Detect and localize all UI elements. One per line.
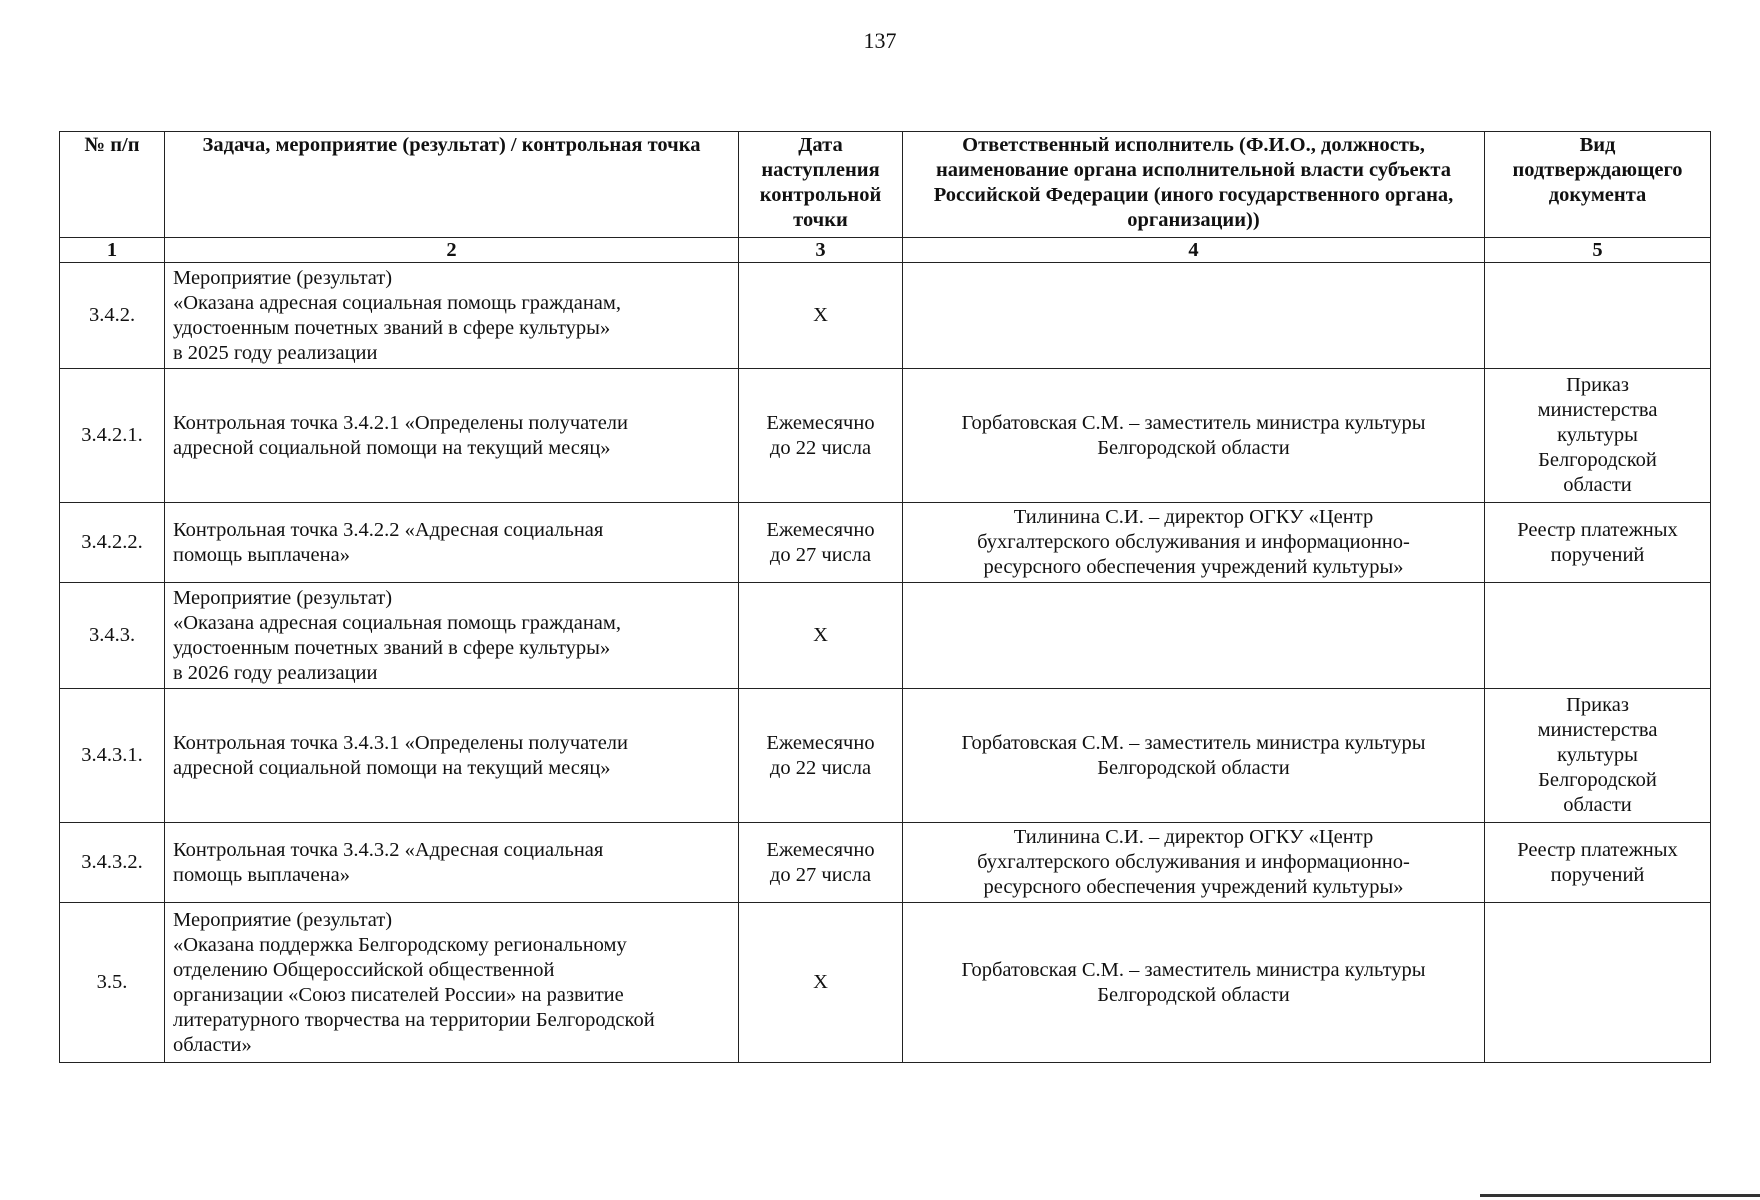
text-line: Ежемесячно bbox=[766, 411, 875, 434]
text-line: Тилинина С.И. – директор ОГКУ «Центр bbox=[1013, 826, 1374, 848]
table-row bbox=[60, 583, 1711, 689]
responsible-cell bbox=[903, 823, 1485, 903]
responsible-cell bbox=[903, 369, 1485, 503]
task-cell bbox=[165, 823, 739, 903]
row-number-cell: 3.4.2. bbox=[60, 263, 165, 369]
column-number: 5 bbox=[1485, 238, 1711, 263]
text-line: поручений bbox=[1550, 863, 1645, 886]
responsible-cell bbox=[903, 903, 1485, 1063]
text-line: Реестр платежных bbox=[1517, 838, 1678, 861]
text-line: Ежемесячно bbox=[766, 518, 875, 541]
responsible-cell bbox=[903, 503, 1485, 583]
text-line: поручений bbox=[1550, 543, 1645, 566]
date-cell bbox=[739, 689, 903, 823]
text-line: Приказ bbox=[1566, 694, 1629, 716]
text-line: до 22 числа bbox=[769, 756, 872, 779]
text-line: культуры bbox=[1557, 424, 1638, 446]
text-line: удостоенным почетных званий в сфере культуры» bbox=[173, 316, 611, 339]
table-row bbox=[60, 369, 1711, 503]
text-line: области bbox=[1563, 794, 1632, 816]
column-number: 2 bbox=[165, 238, 739, 263]
text-line: Контрольная точка 3.4.3.2 «Адресная социальная bbox=[173, 838, 604, 861]
text-line: Приказ bbox=[1566, 374, 1629, 396]
text-line: министерства bbox=[1537, 399, 1658, 421]
table-row bbox=[60, 263, 1711, 369]
text-line: отделению Общероссийской общественной bbox=[173, 958, 555, 981]
text-line: культуры bbox=[1557, 744, 1638, 766]
header-document: Вид подтверждающего документа bbox=[1485, 132, 1711, 238]
text-line: бухгалтерского обслуживания и информационно- bbox=[977, 851, 1410, 873]
text-line: ресурсного обеспечения учреждений культуры» bbox=[983, 556, 1404, 578]
text-line: Реестр платежных bbox=[1517, 518, 1678, 541]
text-line: бухгалтерского обслуживания и информационно- bbox=[977, 531, 1410, 553]
table-header-row bbox=[60, 132, 1711, 238]
table-row bbox=[60, 823, 1711, 903]
text-line: области bbox=[1563, 474, 1632, 496]
text-line: Белгородской bbox=[1538, 769, 1657, 791]
text-line: ресурсного обеспечения учреждений культуры» bbox=[983, 876, 1404, 898]
row-number-cell: 3.4.3.1. bbox=[60, 689, 165, 823]
text-line: Ежемесячно bbox=[766, 731, 875, 754]
header-date: Дата наступления контрольной точки bbox=[739, 132, 903, 238]
date-cell bbox=[739, 503, 903, 583]
scan-artifact-line bbox=[1480, 1194, 1760, 1197]
text-line: Горбатовская С.М. – заместитель министра культуры bbox=[961, 411, 1426, 434]
text-line: до 27 числа bbox=[769, 543, 872, 566]
responsible-cell bbox=[903, 263, 1485, 369]
task-cell bbox=[165, 503, 739, 583]
document-cell bbox=[1485, 263, 1711, 369]
document-cell bbox=[1485, 823, 1711, 903]
text-line: Ежемесячно bbox=[766, 838, 875, 861]
text-line: Контрольная точка 3.4.2.2 «Адресная социальная bbox=[173, 518, 604, 541]
text-line: области» bbox=[173, 1033, 252, 1056]
task-cell bbox=[165, 263, 739, 369]
date-cell bbox=[739, 823, 903, 903]
column-number: 3 bbox=[739, 238, 903, 263]
table-row bbox=[60, 689, 1711, 823]
text-line: Горбатовская С.М. – заместитель министра культуры bbox=[961, 958, 1426, 981]
text-line: в 2026 году реализации bbox=[173, 661, 378, 684]
text-line: «Оказана адресная социальная помощь гражданам, bbox=[173, 291, 622, 314]
header-responsible: Ответственный исполнитель (Ф.И.О., должность, наименование органа исполнительной власти субъекта Российской Федерации (иного государственного органа, организации)) bbox=[903, 132, 1485, 238]
text-line: Горбатовская С.М. – заместитель министра культуры bbox=[961, 731, 1426, 754]
text-line: X bbox=[813, 304, 828, 326]
task-cell bbox=[165, 903, 739, 1063]
text-line: литературного творчества на территории Белгородской bbox=[173, 1008, 655, 1031]
date-cell bbox=[739, 903, 903, 1063]
text-line: министерства bbox=[1537, 719, 1658, 741]
row-number-cell: 3.4.2.2. bbox=[60, 503, 165, 583]
text-line: X bbox=[813, 971, 828, 993]
text-line: Белгородской области bbox=[1097, 436, 1290, 459]
text-line: помощь выплачена» bbox=[173, 543, 350, 566]
column-number-row bbox=[60, 238, 1711, 263]
text-line: Белгородской области bbox=[1097, 983, 1290, 1006]
text-line: Мероприятие (результат) bbox=[173, 266, 393, 289]
text-line: Мероприятие (результат) bbox=[173, 908, 393, 931]
date-cell bbox=[739, 263, 903, 369]
text-line: X bbox=[813, 624, 828, 646]
text-line: Тилинина С.И. – директор ОГКУ «Центр bbox=[1013, 506, 1374, 528]
text-line: в 2025 году реализации bbox=[173, 341, 378, 364]
task-cell bbox=[165, 583, 739, 689]
table-row bbox=[60, 903, 1711, 1063]
document-cell bbox=[1485, 369, 1711, 503]
text-line: удостоенным почетных званий в сфере культуры» bbox=[173, 636, 611, 659]
text-line: «Оказана адресная социальная помощь гражданам, bbox=[173, 611, 622, 634]
text-line: организации «Союз писателей России» на развитие bbox=[173, 983, 624, 1006]
date-cell bbox=[739, 583, 903, 689]
header-task: Задача, мероприятие (результат) / контрольная точка bbox=[165, 132, 739, 238]
text-line: до 27 числа bbox=[769, 863, 872, 886]
responsible-cell bbox=[903, 583, 1485, 689]
document-cell bbox=[1485, 583, 1711, 689]
document-cell bbox=[1485, 903, 1711, 1063]
page-number: 137 bbox=[863, 28, 897, 53]
text-line: до 22 числа bbox=[769, 436, 872, 459]
column-number: 4 bbox=[903, 238, 1485, 263]
text-line: Контрольная точка 3.4.3.1 «Определены получатели bbox=[173, 731, 629, 754]
text-line: Белгородской области bbox=[1097, 756, 1290, 779]
text-line: «Оказана поддержка Белгородскому региональному bbox=[173, 933, 627, 956]
table-row bbox=[60, 503, 1711, 583]
task-cell bbox=[165, 369, 739, 503]
document-cell bbox=[1485, 689, 1711, 823]
row-number-cell: 3.4.3.2. bbox=[60, 823, 165, 903]
row-number-cell: 3.4.3. bbox=[60, 583, 165, 689]
row-number-cell: 3.4.2.1. bbox=[60, 369, 165, 503]
text-line: адресной социальной помощи на текущий месяц» bbox=[173, 436, 611, 459]
control-points-table bbox=[59, 131, 1711, 1063]
text-line: Контрольная точка 3.4.2.1 «Определены получатели bbox=[173, 411, 629, 434]
task-cell bbox=[165, 689, 739, 823]
header-number: № п/п bbox=[60, 132, 165, 238]
text-line: адресной социальной помощи на текущий месяц» bbox=[173, 756, 611, 779]
text-line: помощь выплачена» bbox=[173, 863, 350, 886]
text-line: Белгородской bbox=[1538, 449, 1657, 471]
text-line: Мероприятие (результат) bbox=[173, 586, 393, 609]
responsible-cell bbox=[903, 689, 1485, 823]
date-cell bbox=[739, 369, 903, 503]
document-cell bbox=[1485, 503, 1711, 583]
column-number: 1 bbox=[60, 238, 165, 263]
row-number-cell: 3.5. bbox=[60, 903, 165, 1063]
